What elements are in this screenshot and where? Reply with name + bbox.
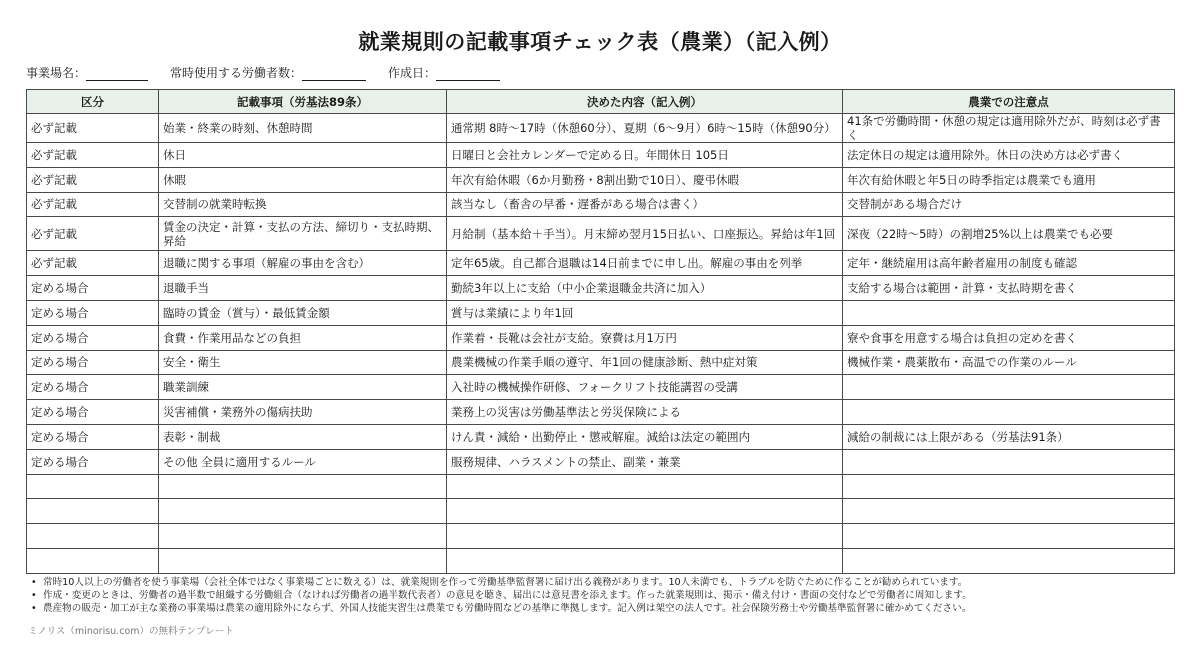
cell-content[interactable]: 作業着・長靴は会社が支給。寮費は月1万円 [447,325,843,350]
workers-field[interactable] [302,68,366,81]
cell-content[interactable]: 該当なし（畜舎の早番・遅番がある場合は書く） [447,192,843,217]
cell-item[interactable] [159,474,447,499]
cell-category[interactable] [27,548,159,573]
cell-item: 賃金の決定・計算・支払の方法、締切り・支払時期、昇給 [159,217,447,251]
footer-credit: ミノリス（minorisu.com）の無料テンプレート [28,626,234,637]
table-header-row [27,90,1175,114]
cell-item: 表彰・制裁 [159,424,447,449]
cell-content[interactable] [447,499,843,524]
cell-category: 必ず記載 [27,192,159,217]
cell-content[interactable] [447,474,843,499]
cell-content[interactable]: 服務規律、ハラスメントの禁止、副業・兼業 [447,449,843,474]
table-row [27,276,1175,301]
header-note: 農業での注意点 [843,90,1175,114]
cell-category: 定める場合 [27,325,159,350]
cell-category: 必ず記載 [27,143,159,168]
page-title: 就業規則の記載事項チェック表（農業）（記入例） [358,30,842,54]
table-row [27,217,1175,251]
cell-note: 寮や食事を用意する場合は負担の定めを書く [843,325,1175,350]
checklist-table [26,89,1175,574]
cell-note [843,375,1175,400]
cell-content[interactable] [447,548,843,573]
cell-category: 定める場合 [27,375,159,400]
cell-item[interactable] [159,548,447,573]
cell-content[interactable]: 年次有給休暇（6か月勤務・8割出勤で10日）、慶弔休暇 [447,167,843,192]
note-item: • 農産物の販売・加工が主な業務の事業場は農業の適用除外にならず、外国人技能実習生は農業でも労働時間などの基準に準拠します。記入例は架空の法人です。社会保険労務士や労働基準監督署に確かめてください。 [28,602,1178,615]
cell-note: 定年・継続雇用は高年齢者雇用の制度も確認 [843,251,1175,276]
table-row-empty [27,524,1175,549]
notes-list [28,576,1178,616]
cell-item: 職業訓練 [159,375,447,400]
cell-content[interactable]: 賞与は業績により年1回 [447,300,843,325]
cell-note[interactable] [843,474,1175,499]
table-row [27,400,1175,425]
table-row-empty [27,548,1175,573]
table-row [27,143,1175,168]
cell-category: 定める場合 [27,276,159,301]
cell-category: 必ず記載 [27,251,159,276]
cell-note[interactable] [843,548,1175,573]
cell-note: 深夜（22時〜5時）の割増25%以上は農業でも必要 [843,217,1175,251]
cell-content[interactable]: 勤続3年以上に支給（中小企業退職金共済に加入） [447,276,843,301]
cell-content[interactable]: 農業機械の作業手順の遵守、年1回の健康診断、熱中症対策 [447,350,843,375]
workplace-field[interactable] [86,68,148,81]
cell-note: 年次有給休暇と年5日の時季指定は農業でも適用 [843,167,1175,192]
cell-category: 必ず記載 [27,114,159,143]
table-row [27,114,1175,143]
date-label: 作成日： [388,66,437,80]
cell-content[interactable]: 入社時の機械操作研修、フォークリフト技能講習の受講 [447,375,843,400]
cell-item: 休暇 [159,167,447,192]
cell-category[interactable] [27,499,159,524]
header-category: 区分 [27,90,159,114]
cell-category: 定める場合 [27,350,159,375]
note-item: • 作成・変更のときは、労働者の過半数で組織する労働組合（なければ労働者の過半数代表者）の意見を聴き、届出には意見書を添えます。作った就業規則は、掲示・備え付け・書面の交付などで労働者に周知します。 [28,589,1178,602]
cell-content[interactable]: 定年65歳。自己都合退職は14日前までに申し出。解雇の事由を列挙 [447,251,843,276]
cell-item: 災害補償・業務外の傷病扶助 [159,400,447,425]
cell-item: その他 全員に適用するルール [159,449,447,474]
cell-item: 交替制の就業時転換 [159,192,447,217]
cell-item: 休日 [159,143,447,168]
cell-category: 必ず記載 [27,217,159,251]
date-field[interactable] [436,68,500,81]
cell-note[interactable] [843,524,1175,549]
cell-note: 減給の制裁には上限がある（労基法91条） [843,424,1175,449]
note-item: • 常時10人以上の労働者を使う事業場（会社全体ではなく事業場ごとに数える）は、就業規則を作って労働基準監督署に届け出る義務があります。10人未満でも、トラブルを防ぐために作ることが勧められています。 [28,576,1178,589]
cell-item: 退職に関する事項（解雇の事由を含む） [159,251,447,276]
table-row [27,251,1175,276]
table-row-empty [27,474,1175,499]
cell-note: 法定休日の規定は適用除外。休日の決め方は必ず書く [843,143,1175,168]
cell-note: 交替制がある場合だけ [843,192,1175,217]
cell-category[interactable] [27,474,159,499]
header-item: 記載事項（労基法89条） [159,90,447,114]
cell-item: 退職手当 [159,276,447,301]
cell-category: 定める場合 [27,449,159,474]
cell-category: 必ず記載 [27,167,159,192]
table-row [27,424,1175,449]
cell-note: 機械作業・農薬散布・高温での作業のルール [843,350,1175,375]
cell-note [843,449,1175,474]
cell-item: 安全・衛生 [159,350,447,375]
cell-category[interactable] [27,524,159,549]
cell-note: 41条で労働時間・休憩の規定は適用除外だが、時刻は必ず書く [843,114,1175,143]
cell-content[interactable]: 業務上の災害は労働基準法と労災保険による [447,400,843,425]
table-row [27,192,1175,217]
cell-content[interactable]: けん責・減給・出勤停止・懲戒解雇。減給は法定の範囲内 [447,424,843,449]
table-row [27,350,1175,375]
table-row [27,325,1175,350]
cell-content[interactable] [447,524,843,549]
table-row-empty [27,499,1175,524]
cell-content[interactable]: 日曜日と会社カレンダーで定める日。年間休日 105日 [447,143,843,168]
cell-item[interactable] [159,524,447,549]
cell-item: 臨時の賃金（賞与）・最低賃金額 [159,300,447,325]
table-row [27,449,1175,474]
cell-note [843,400,1175,425]
header-content: 決めた内容（記入例） [447,90,843,114]
cell-item: 食費・作業用品などの負担 [159,325,447,350]
table-row [27,167,1175,192]
cell-category: 定める場合 [27,400,159,425]
cell-category: 定める場合 [27,300,159,325]
cell-content[interactable]: 月給制（基本給＋手当）。月末締め翌月15日払い、口座振込。昇給は年1回 [447,217,843,251]
table-row [27,300,1175,325]
workers-label: 常時使用する労働者数： [170,66,303,80]
cell-item[interactable] [159,499,447,524]
cell-content[interactable]: 通常期 8時〜17時（休憩60分）、夏期（6〜9月）6時〜15時（休憩90分） [447,114,843,143]
cell-note: 支給する場合は範囲・計算・支払時期を書く [843,276,1175,301]
cell-item: 始業・終業の時刻、休憩時間 [159,114,447,143]
cell-note [843,300,1175,325]
cell-category: 定める場合 [27,424,159,449]
cell-note[interactable] [843,499,1175,524]
document-meta [26,64,500,81]
table-row [27,375,1175,400]
workplace-label: 事業場名： [26,66,87,80]
